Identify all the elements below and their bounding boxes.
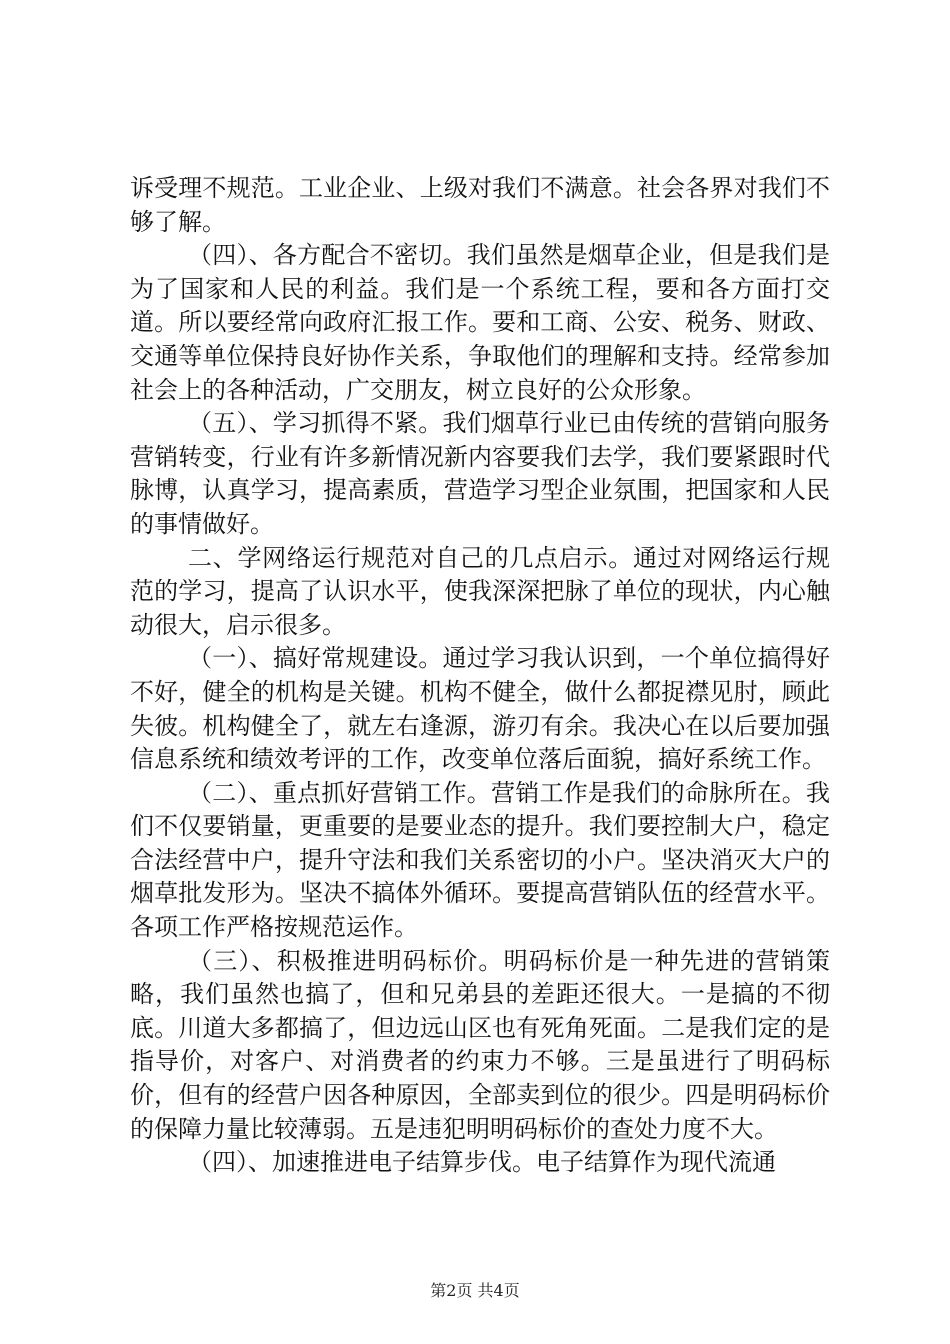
paragraph-item-4: （四）、加速推进电子结算步伐。电子结算作为现代流通 — [188, 1148, 776, 1177]
paragraph-item-3: （三）、积极推进明码标价。明码标价是一种先进的营销策略，我们虽然也搞了，但和兄弟县的差距还很大。一是搞的不彻底。川道大多都搞了，但边远山区也有死角死面。二是我们定的是指导价，对客户、对消费者的约束力不够。三是虽进行了明码标价，但有的经营户因各种原因，全部卖到位的很少。四是明码标价的保障力量比较薄弱。五是违犯明明码标价的查处力度不大。 — [130, 946, 830, 1143]
paragraph-item-2: （二）、重点抓好营销工作。营销工作是我们的命脉所在。我们不仅要销量，更重要的是要业态的提升。我们要控制大户，稳定合法经营中户，提升守法和我们关系密切的小户。坚决消灭大户的烟草批发形为。坚决不搞体外循环。要提高营销队伍的经营水平。各项工作严格按规范运作。 — [130, 778, 830, 942]
paragraph-section-5: （五）、学习抓得不紧。我们烟草行业已由传统的营销向服务营销转变，行业有许多新情况新内容要我们去学，我们要紧跟时代脉博，认真学习，提高素质，营造学习型企业氛围，把国家和人民的事情做好。 — [130, 409, 830, 538]
paragraph-item-1: （一）、搞好常规建设。通过学习我认识到，一个单位搞得好不好，健全的机构是关键。机构不健全，做什么都捉襟见肘，顾此失彼。机构健全了，就左右逢源，游刃有余。我决心在以后要加强信息系统和绩效考评的工作，改变单位落后面貌，搞好系统工作。 — [130, 644, 830, 774]
paragraph-heading-2: 二、学网络运行规范对自己的几点启示。通过对网络运行规范的学习，提高了认识水平，使我深深把脉了单位的现状，内心触动很大，启示很多。 — [130, 543, 830, 639]
page-number-footer: 第2页 共4页 — [430, 1281, 520, 1300]
paragraph-section-4: （四）、各方配合不密切。我们虽然是烟草企业，但是我们是为了国家和人民的利益。我们是一个系统工程，要和各方面打交道。所以要经常向政府汇报工作。要和工商、公安、税务、财政、交通等单位保持良好协作关系，争取他们的理解和支持。经常参加社会上的各种活动，广交朋友，树立良好的公众形象。 — [130, 241, 830, 404]
document-body — [130, 172, 830, 1180]
paragraph-continuation: 诉受理不规范。工业企业、上级对我们不满意。社会各界对我们不够了解。 — [130, 174, 830, 236]
